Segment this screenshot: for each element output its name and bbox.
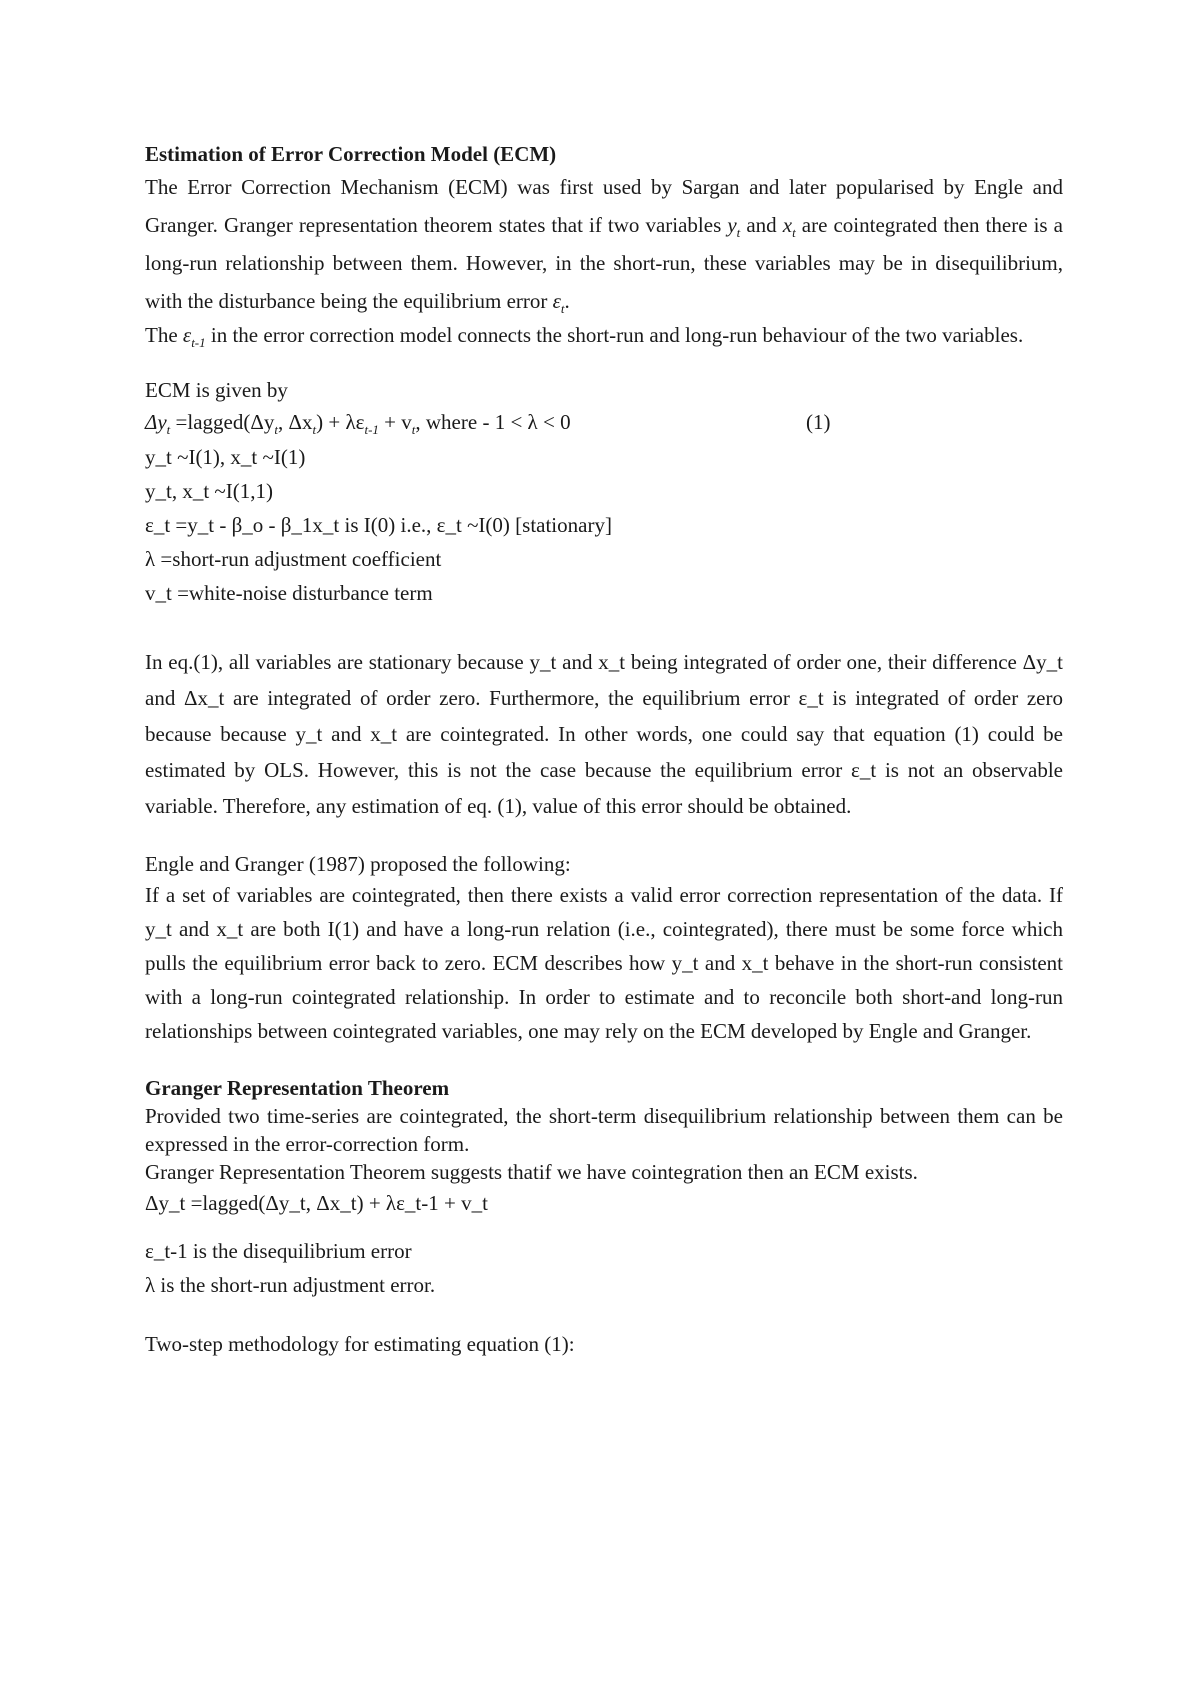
formula-line-4: λ =short-run adjustment coefficient (145, 547, 442, 571)
definition-lambda: λ is the short-run adjustment error. (145, 1273, 436, 1297)
section-heading: Estimation of Error Correction Model (ECM) (145, 142, 557, 166)
paragraph-stationarity: In eq.(1), all variables are stationary because y_t and x_t being integrated of order one, their difference Δy_t and Δx_t are integrated of order zero. Furthermore, the equilibrium error ε_t is integrated of order zero because because y_t and x_t are cointegrated. In other words, one could say that equation (1) could be estimated by OLS. However, this is not the case because the equilibrium error ε_t is not an observable variable. Therefore, any estimation of eq. (1), value of this error should be obtained. (145, 650, 1063, 818)
definition-epsilon: ε_t-1 is the disequilibrium error (145, 1239, 412, 1263)
ecm-intro: ECM is given by (145, 378, 288, 402)
section-heading-granger: Granger Representation Theorem (145, 1076, 450, 1100)
paragraph-engle-granger: If a set of variables are cointegrated, then there exists a valid error correction representation of the data. If y_t and x_t are both I(1) and have a long-run relation (i.e., cointegrated), there must be some force which pulls the equilibrium error back to zero. ECM describes how y_t and x_t behave in the short-run consistent with a long-run cointegrated relationship. In order to estimate and to reconcile both short-and long-run relationships between cointegrated variables, one may rely on the ECM developed by Engle and Granger. (145, 883, 1063, 1043)
document-body (145, 140, 1063, 1358)
equation-number: (1) (806, 410, 831, 434)
paragraph-two-step: Two-step methodology for estimating equation (1): (145, 1332, 575, 1356)
equation-1: $\Delta y_t$ $=lagged(\Delta y_t$, $\Delta x_t) + \lambda\varepsilon_{t-1} + v_t$, where - 1 < λ < 0 (1) (145, 404, 1063, 440)
paragraph-epsilon: The $\varepsilon_{t-1}$ in the error correction model connects the short-run and long-run behaviour of the two variables. (145, 323, 1024, 351)
formula-line-1: y_t ~I(1), x_t ~I(1) (145, 445, 306, 469)
paragraph-provided: Provided two time-series are cointegrated, the short-term disequilibrium relationship between them can be expressed in the error-correction form. (145, 1104, 1063, 1156)
paragraph-engle-granger-intro: Engle and Granger (1987) proposed the following: (145, 852, 571, 876)
formula-line-5: v_t =white-noise disturbance term (145, 581, 433, 605)
paragraph-intro: The Error Correction Mechanism (ECM) was first used by Sargan and later popularised by Engle and Granger. Granger representation theorem states that if two variables $y_t$ and $x_t$ are cointegrated then there is a long-run relationship between them. However, in the short-run, these variables may be in disequilibrium, with the disturbance being the equilibrium error $\varepsilon_t$. (145, 175, 1063, 317)
formula-line-2: y_t, x_t ~I(1,1) (145, 479, 274, 503)
paragraph-theorem: Granger Representation Theorem suggests thatif we have cointegration then an ECM exists. (145, 1160, 918, 1184)
formula-line-3: ε_t =y_t - β_o - β_1x_t is I(0) i.e., ε_t ~I(0) [stationary] (145, 513, 612, 537)
equation-2: Δy_t =lagged(Δy_t, Δx_t) + λε_t-1 + v_t (145, 1191, 488, 1215)
